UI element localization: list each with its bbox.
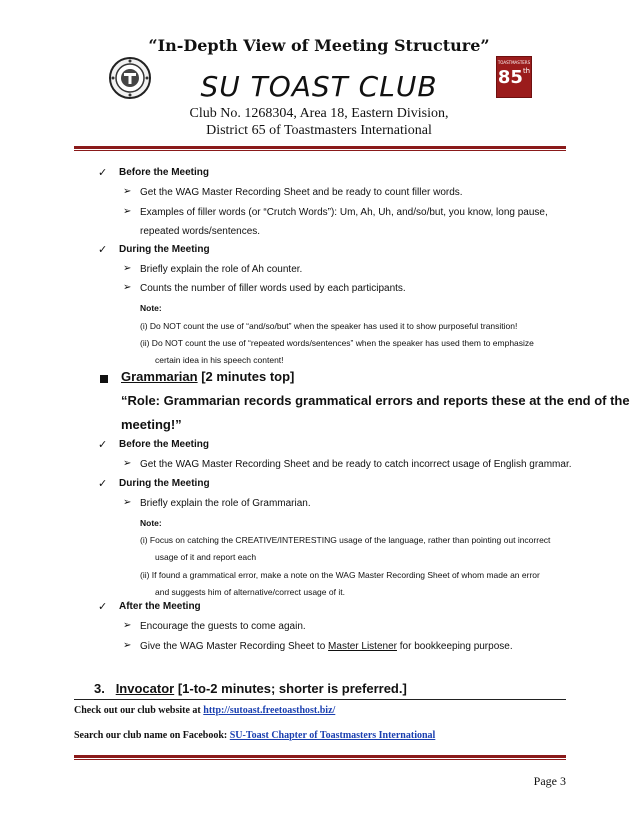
checkmark-icon: ✓: [98, 439, 108, 451]
grammarian-time: [2 minutes top]: [197, 369, 295, 384]
grammarian-heading: [121, 370, 294, 384]
note-item: (i) Focus on catching the CREATIVE/INTERESTING usage of the language, rather than pointing out incorrect: [140, 535, 551, 545]
grammarian-role: “Role: Grammarian records grammatical errors and reports these at the end of the: [121, 393, 630, 408]
list-item: Counts the number of filler words used by each participants.: [140, 283, 406, 294]
list-item: [140, 640, 513, 654]
logo-text-top: TOASTMASTERS: [497, 60, 531, 65]
arrow-bullet-icon: ➢: [123, 620, 132, 631]
after-meeting-label: After the Meeting: [119, 601, 201, 612]
grammarian-role-continued: meeting!”: [121, 417, 182, 432]
document-heading: “In-Depth View of Meeting Structure”: [148, 36, 490, 55]
invocator-heading: [94, 682, 407, 696]
arrow-bullet-icon: ➢: [123, 640, 132, 651]
invocator-time: [1-to-2 minutes; shorter is preferred.]: [174, 681, 407, 696]
list-item: Briefly explain the role of Ah counter.: [140, 264, 303, 275]
list-item: Briefly explain the role of Grammarian.: [140, 498, 311, 509]
page-number: Page 3: [533, 774, 566, 788]
facebook-link[interactable]: SU-Toast Chapter of Toastmasters International: [229, 730, 436, 741]
footer-rule: [74, 699, 566, 700]
arrow-bullet-icon: ➢: [123, 263, 132, 274]
note-item-continued: certain idea in his speech content!: [155, 355, 284, 365]
website-link[interactable]: http://sutoast.freetoasthost.biz/: [203, 705, 336, 716]
website-label: Check out our club website at: [74, 705, 204, 716]
list-item-continued: repeated words/sentences.: [140, 226, 261, 237]
footer-website: [74, 705, 335, 716]
footer-rule-thick: [74, 755, 566, 758]
arrow-bullet-icon: ➢: [123, 497, 132, 508]
invocator-title: Invocator: [115, 681, 175, 696]
logo-suffix: th: [522, 67, 531, 75]
facebook-label: Search our club name on Facebook:: [74, 730, 230, 741]
arrow-bullet-icon: ➢: [123, 458, 132, 469]
header-rule: [74, 146, 566, 149]
header-rule-thin: [74, 150, 566, 151]
note-item-continued: usage of it and report each: [155, 552, 257, 562]
master-listener-link: Master Listener: [328, 641, 397, 652]
square-bullet-icon: [100, 375, 108, 383]
toastmasters-85th-logo: [496, 56, 532, 98]
before-meeting-label: Before the Meeting: [119, 167, 210, 178]
footer-rule-thin: [74, 759, 566, 760]
club-title: SU TOAST CLUB: [200, 70, 438, 103]
note-label: Note:: [140, 303, 162, 313]
club-district-line: District 65 of Toastmasters International: [206, 123, 432, 138]
note-item-continued: and suggests him of alternative/correct usage of it.: [155, 587, 345, 597]
arrow-bullet-icon: ➢: [123, 206, 132, 217]
note-item: (i) Do NOT count the use of “and/so/but” when the speaker has used it to show purposeful transition!: [140, 321, 518, 331]
list-item: Examples of filler words (or “Crutch Words”): Um, Ah, Uh, and/so/but, you know, long pause,: [140, 207, 548, 218]
club-number-line: Club No. 1268304, Area 18, Eastern Division,: [189, 106, 449, 121]
note-label: Note:: [140, 518, 162, 528]
arrow-bullet-icon: ➢: [123, 282, 132, 293]
during-meeting-label: During the Meeting: [119, 244, 210, 255]
list-item-text: Give the WAG Master Recording Sheet to: [140, 641, 329, 652]
checkmark-icon: ✓: [98, 244, 108, 256]
list-item: Get the WAG Master Recording Sheet and be ready to catch incorrect usage of English grammar.: [140, 459, 572, 470]
checkmark-icon: ✓: [98, 601, 108, 613]
note-item: (ii) Do NOT count the use of “repeated words/sentences” when the speaker has used them to emphasize: [140, 338, 534, 348]
list-item: Get the WAG Master Recording Sheet and be ready to count filler words.: [140, 187, 463, 198]
list-item-text: for bookkeeping purpose.: [396, 641, 513, 652]
during-meeting-label: During the Meeting: [119, 478, 210, 489]
invocator-number: 3.: [94, 681, 105, 696]
checkmark-icon: ✓: [98, 478, 108, 490]
grammarian-title: Grammarian: [121, 369, 198, 384]
note-item: (ii) If found a grammatical error, make a note on the WAG Master Recording Sheet of whom made an error: [140, 570, 540, 580]
logo-number: 85: [497, 67, 523, 88]
arrow-bullet-icon: ➢: [123, 186, 132, 197]
footer-facebook: [74, 730, 435, 741]
before-meeting-label: Before the Meeting: [119, 439, 210, 450]
checkmark-icon: ✓: [98, 167, 108, 179]
list-item: Encourage the guests to come again.: [140, 621, 306, 632]
